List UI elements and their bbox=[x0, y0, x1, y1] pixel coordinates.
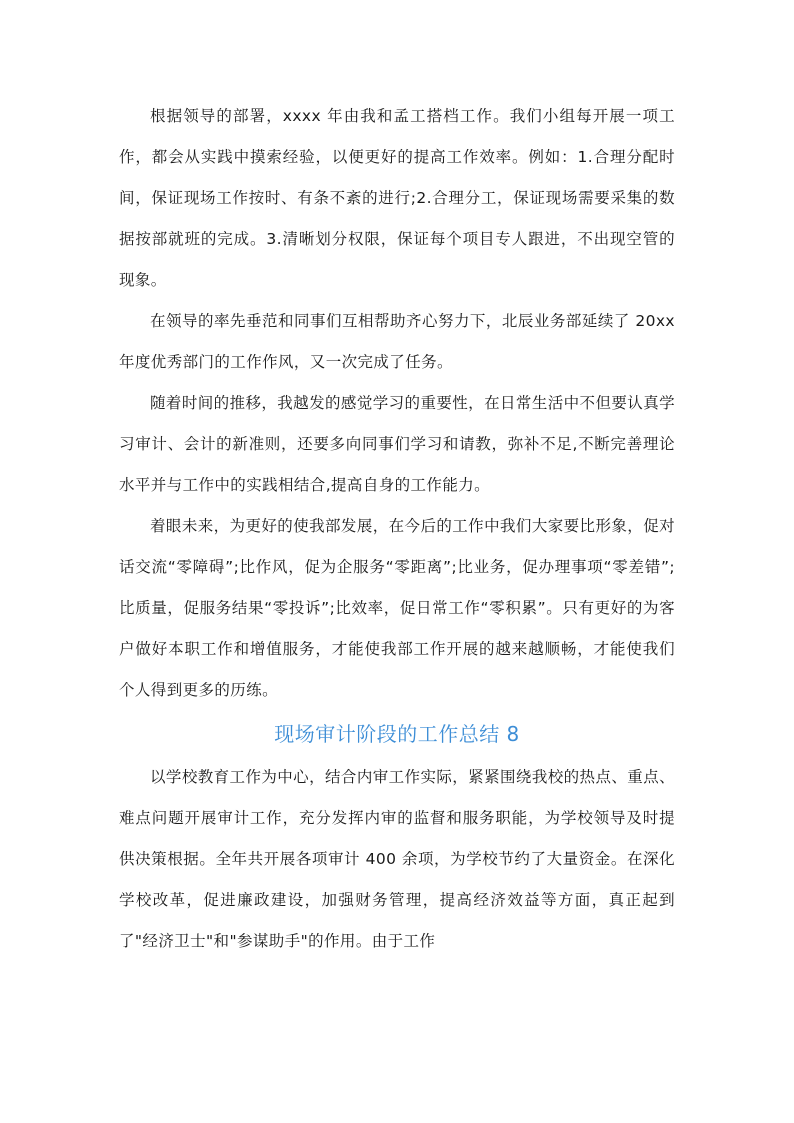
paragraph-school-audit: 以学校教育工作为中心，结合内审工作实际，紧紧围绕我校的热点、重点、难点问题开展审计工作，充分发挥内审的监督和服务职能，为学校领导及时提供决策根据。全年共开展各项审计 400 余项，为学校节约了大量资金。在深化学校改革，促进廉政建设，加强财务管理，提高经济效益等方面，真正起到了"经济卫士"和"参谋助手"的作用。由于工作 bbox=[119, 768, 675, 950]
paragraph-future-outlook: 着眼未来，为更好的使我部发展，在今后的工作中我们大家要比形象，促对话交流“零障碍”;比作风，促为企服务“零距离”;比业务，促办理事项“零差错”;比质量，促服务结果“零投诉”;比效率，促日常工作“零积累”。只有更好的为客户做好本职工作和增值服务，才能使我部工作开展的越来越顺畅，才能使我们个人得到更多的历练。 bbox=[119, 517, 675, 699]
document-body bbox=[119, 96, 675, 962]
section-title: 现场审计阶段的工作总结 8 bbox=[274, 722, 520, 746]
paragraph-learning: 随着时间的推移，我越发的感觉学习的重要性，在日常生活中不但要认真学习审计、会计的新准则，还要多向同事们学习和请教，弥补不足,不断完善理论水平并与工作中的实践相结合,提高自身的工作能力。 bbox=[119, 394, 675, 494]
paragraph-division-of-work: 根据领导的部署，xxxx 年由我和孟工搭档工作。我们小组每开展一项工作，都会从实践中摸索经验，以便更好的提高工作效率。例如：1.合理分配时间，保证现场工作按时、有条不紊的进行;2.合理分工，保证现场需要采集的数据按部就班的完成。3.清晰划分权限，保证每个项目专人跟进，不出现空管的现象。 bbox=[119, 107, 675, 289]
paragraph-team-achievement: 在领导的率先垂范和同事们互相帮助齐心努力下，北辰业务部延续了 20xx 年度优秀部门的工作作风，又一次完成了任务。 bbox=[119, 312, 675, 371]
